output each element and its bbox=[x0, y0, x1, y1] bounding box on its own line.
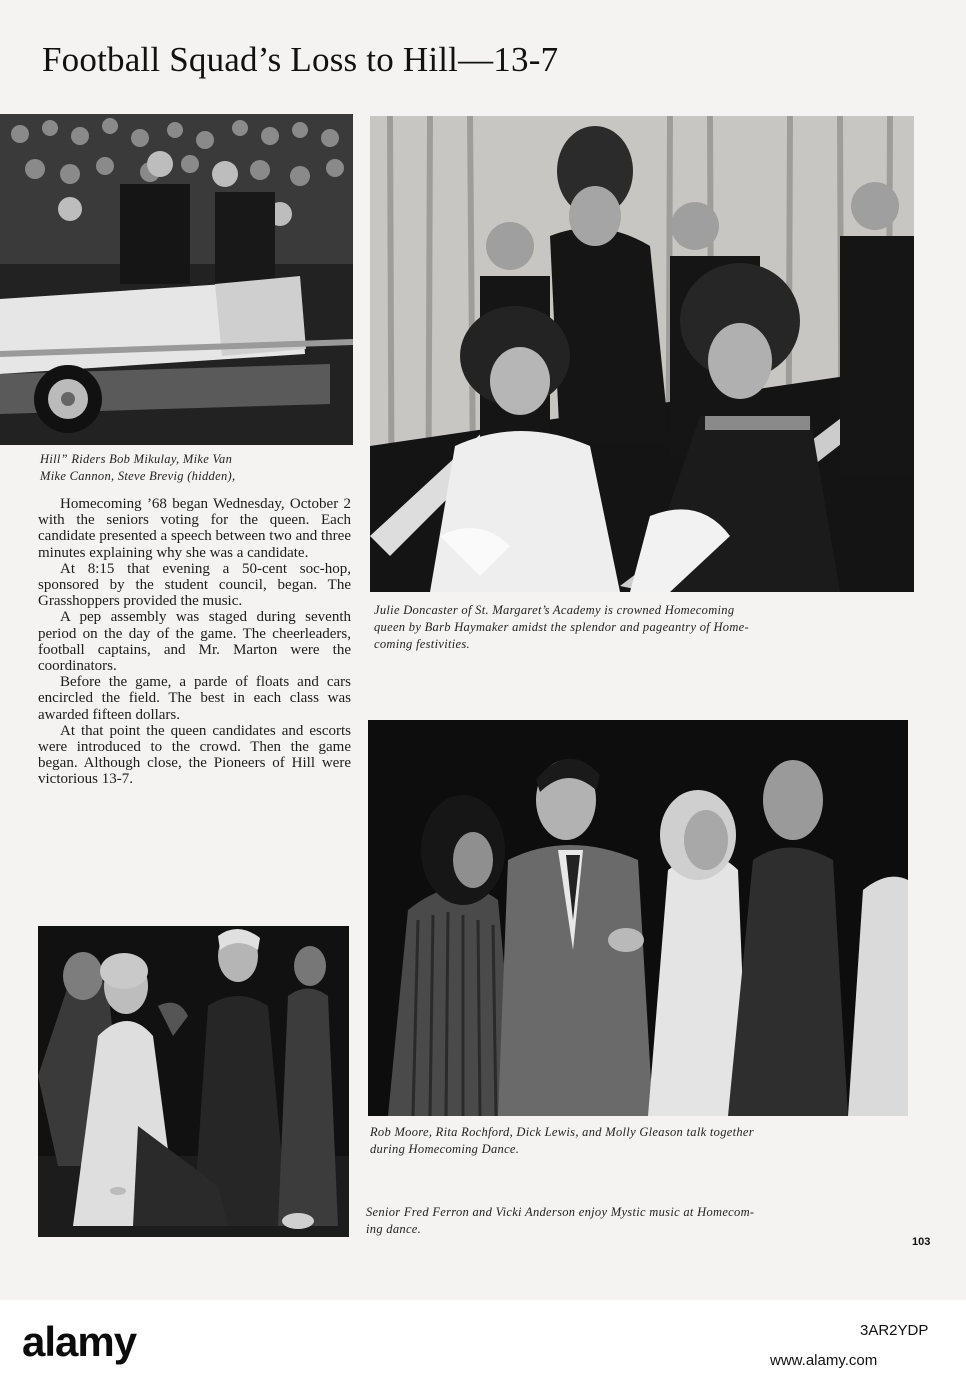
article-paragraph: At that point the queen candidates and escorts were introduced to the crowd. Then the game began. Although close, the Pioneers of Hill were victorious 13-7. bbox=[38, 722, 351, 788]
caption-line: Hill” Riders Bob Mikulay, Mike Van bbox=[40, 452, 233, 466]
page-number: 103 bbox=[912, 1236, 931, 1248]
logo-text: alamy bbox=[22, 1318, 137, 1365]
caption-line: coming festivities. bbox=[374, 637, 470, 651]
article-body bbox=[38, 496, 351, 788]
couple-dancing-photo bbox=[38, 926, 349, 1237]
watermark-footer bbox=[0, 1300, 966, 1390]
caption-line: Rob Moore, Rita Rochford, Dick Lewis, and Molly Gleason talk together bbox=[370, 1125, 754, 1139]
dance-caption bbox=[366, 1204, 911, 1238]
parade-float-photo bbox=[0, 114, 353, 445]
homecoming-coronation-photo bbox=[370, 116, 914, 592]
alamy-logo[interactable] bbox=[22, 1318, 192, 1366]
dance-conversation-photo bbox=[368, 720, 908, 1116]
caption-line: during Homecoming Dance. bbox=[370, 1142, 520, 1156]
article-paragraph: At 8:15 that evening a 50-cent soc-hop, sponsored by the student council, began. The Grasshoppers provided the music. bbox=[38, 560, 351, 610]
page-title: Football Squad’s Loss to Hill—13-7 bbox=[42, 40, 559, 79]
conversation-caption bbox=[370, 1124, 910, 1158]
caption-line: Mike Cannon, Steve Brevig (hidden), bbox=[40, 469, 236, 483]
float-caption bbox=[40, 451, 360, 485]
caption-line: queen by Barb Haymaker amidst the splendor and pageantry of Home- bbox=[374, 620, 749, 634]
article-paragraph: Homecoming ’68 began Wednesday, October 2 with the seniors voting for the queen. Each candidate presented a speech between two and three minutes explaining why she was a candidate. bbox=[38, 496, 351, 561]
article-paragraph: Before the game, a parde of floats and cars encircled the field. The best in each class was awarded fifteen dollars. bbox=[38, 674, 351, 723]
image-id: 3AR2YDP bbox=[860, 1322, 929, 1339]
caption-line: Julie Doncaster of St. Margaret’s Academy is crowned Homecoming bbox=[374, 603, 735, 617]
caption-line: Senior Fred Ferron and Vicki Anderson enjoy Mystic music at Homecom- bbox=[366, 1205, 755, 1219]
site-url[interactable]: www.alamy.com bbox=[770, 1352, 878, 1369]
coronation-caption bbox=[374, 602, 914, 653]
article-paragraph: A pep assembly was staged during seventh period on the day of the game. The cheerleaders, football captains, and Mr. Marton were the coordinators. bbox=[38, 609, 351, 675]
caption-line: ing dance. bbox=[366, 1222, 422, 1236]
